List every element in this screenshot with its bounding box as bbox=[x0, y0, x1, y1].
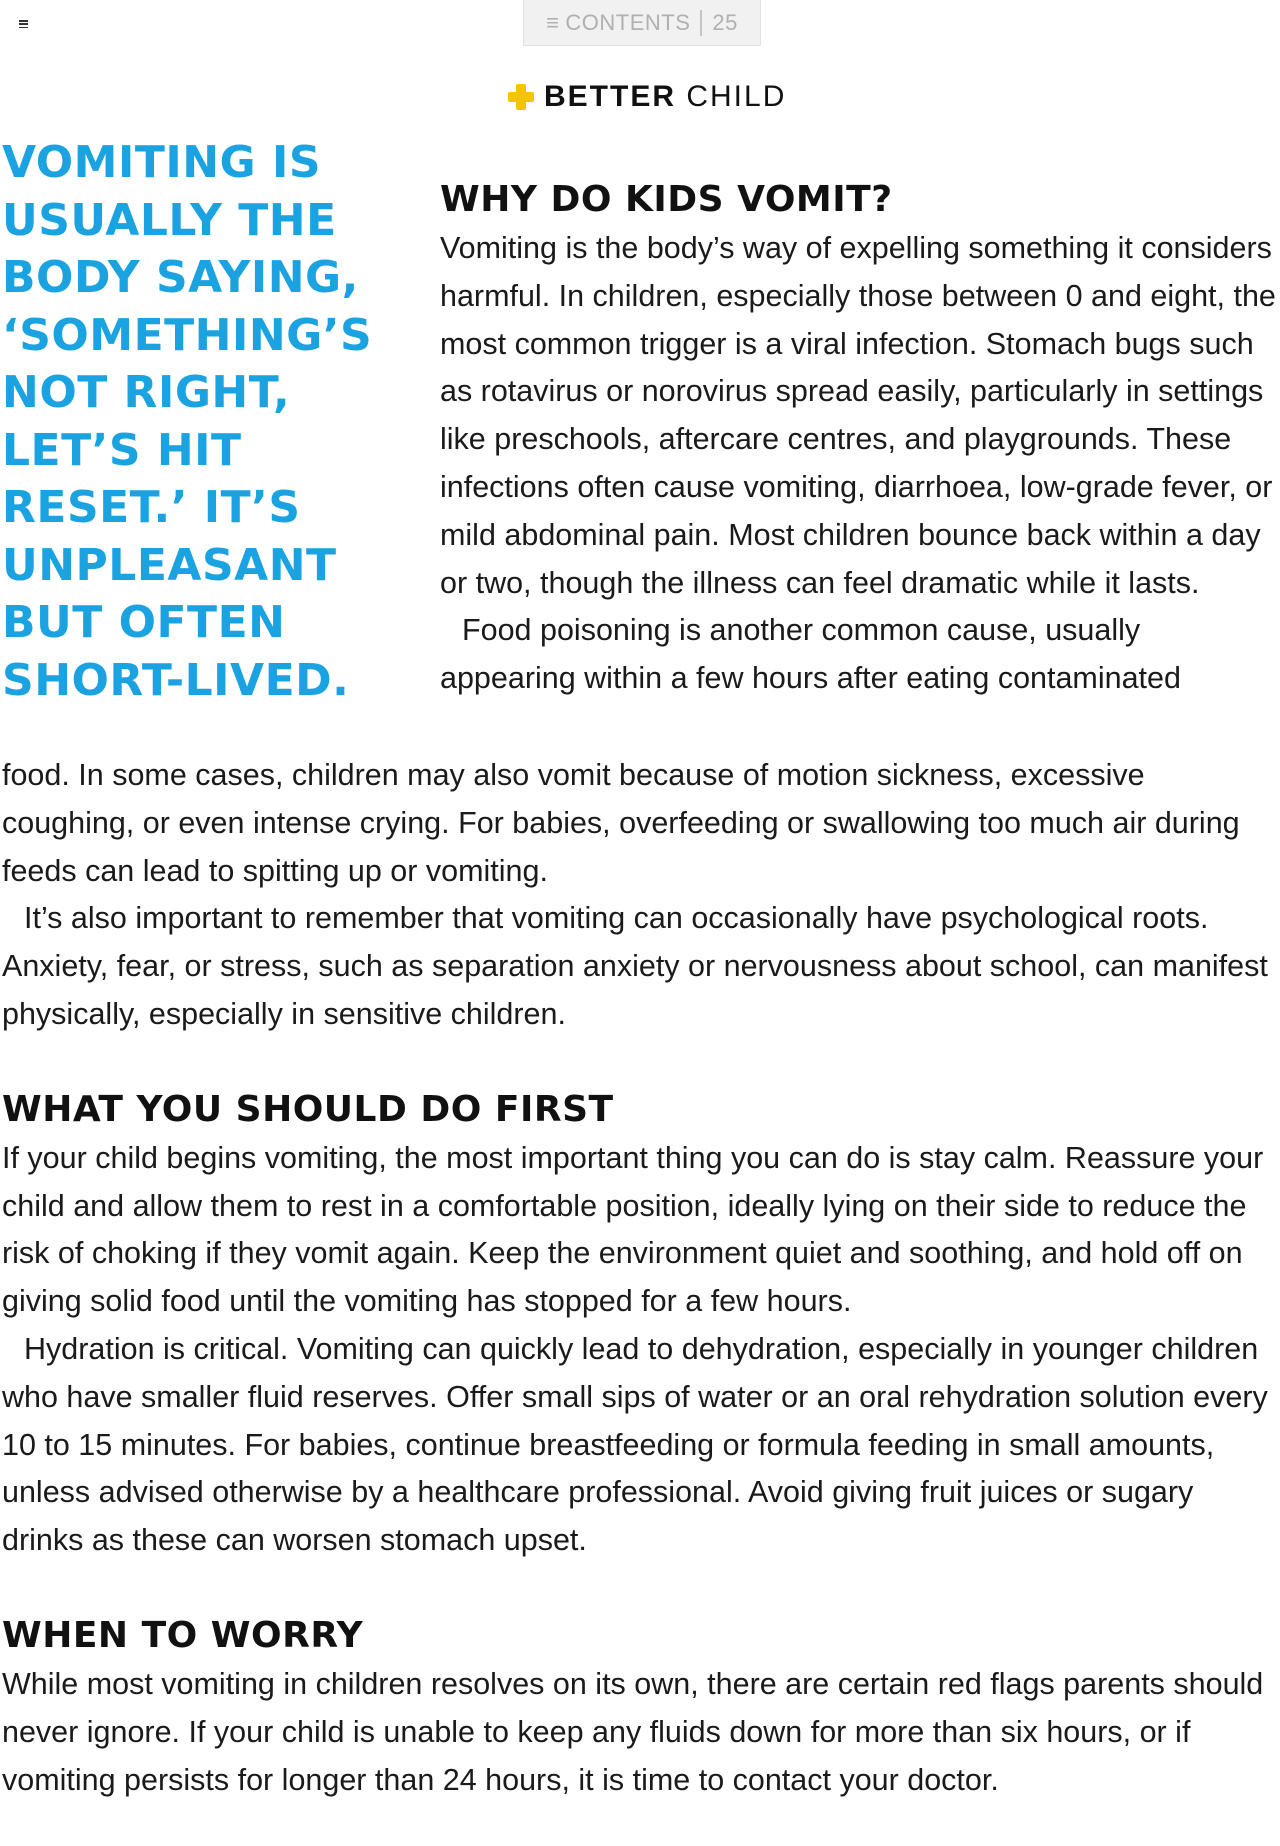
menu-lines-icon: ≡ bbox=[546, 9, 560, 35]
hamburger-icon[interactable] bbox=[19, 20, 28, 28]
section-brand bbox=[508, 80, 786, 114]
why-paragraph-1: Vomiting is the body’s way of expelling something it considers harmful. In children, especially those between 0 and eight, the most common trigger is a viral infection. Stomach bugs such as rotavirus or norovirus spread easily, particularly in settings like preschools, aftercare centres, and playgrounds. These infections often cause vomiting, diarrhoea, low-grade fever, or mild abdominal pain. Most children bounce back within a day or two, though the illness can feel dramatic while it lasts. bbox=[440, 231, 1276, 600]
why-paragraph-3: It’s also important to remember that vomiting can occasionally have psychological roots. Anxiety, fear, or stress, such as separation anxiety or nervousness about school, can manifest physically, especially in sensitive children. bbox=[2, 901, 1268, 1031]
main-flow bbox=[2, 752, 1278, 1804]
why-heading: WHY DO KIDS VOMIT? bbox=[440, 179, 893, 220]
brand-word-regular: CHILD bbox=[686, 80, 787, 113]
why-paragraph-2-end: food. In some cases, children may also vomit because of motion sickness, excessive coughing, or even intense crying. For babies, overfeeding or swallowing too much air during feeds can lead to spitting up or vomiting. bbox=[2, 758, 1240, 888]
worry-heading: WHEN TO WORRY bbox=[2, 1614, 364, 1656]
first-paragraph-1: If your child begins vomiting, the most important thing you can do is stay calm. Reassure your child and allow them to rest in a comfortable position, ideally lying on their side to reduce the risk of choking if they vomit again. Keep the environment quiet and soothing, and hold off on giving solid food until the vomiting has stopped for a few hours. bbox=[2, 1140, 1264, 1319]
why-paragraph-2-start: Food poisoning is another common cause, usually appearing within a few hours after eating contaminated bbox=[440, 613, 1181, 696]
why-section bbox=[440, 175, 1278, 703]
worry-paragraph-1: While most vomiting in children resolves on its own, there are certain red flags parents should never ignore. If your child is unable to keep any fluids down for more than six hours, or if vomiting persists for longer than 24 hours, it is time to contact your doctor. bbox=[2, 1666, 1264, 1797]
tab-divider bbox=[700, 10, 702, 36]
brand-word-bold: BETTER bbox=[544, 80, 676, 113]
pull-quote: VOMITING IS USUALLY THE BODY SAYING, ‘SOMETHING’S NOT RIGHT, LET’S HIT RESET.’ IT’S UNPLEASANT BUT OFTEN SHORT-LIVED. bbox=[2, 137, 373, 706]
contents-button[interactable] bbox=[523, 0, 761, 46]
plus-icon bbox=[508, 84, 534, 110]
first-paragraph-2: Hydration is critical. Vomiting can quickly lead to dehydration, especially in younger children who have smaller fluid reserves. Offer small sips of water or an oral rehydration solution every 10 to 15 minutes. For babies, continue breastfeeding or formula feeding in small amounts, unless advised otherwise by a healthcare professional. Avoid giving fruit juices or sugary drinks as these can worsen stomach upset. bbox=[2, 1331, 1268, 1558]
page-number: 25 bbox=[712, 9, 738, 35]
first-heading: WHAT YOU SHOULD DO FIRST bbox=[2, 1088, 614, 1130]
contents-label: CONTENTS bbox=[565, 9, 691, 35]
